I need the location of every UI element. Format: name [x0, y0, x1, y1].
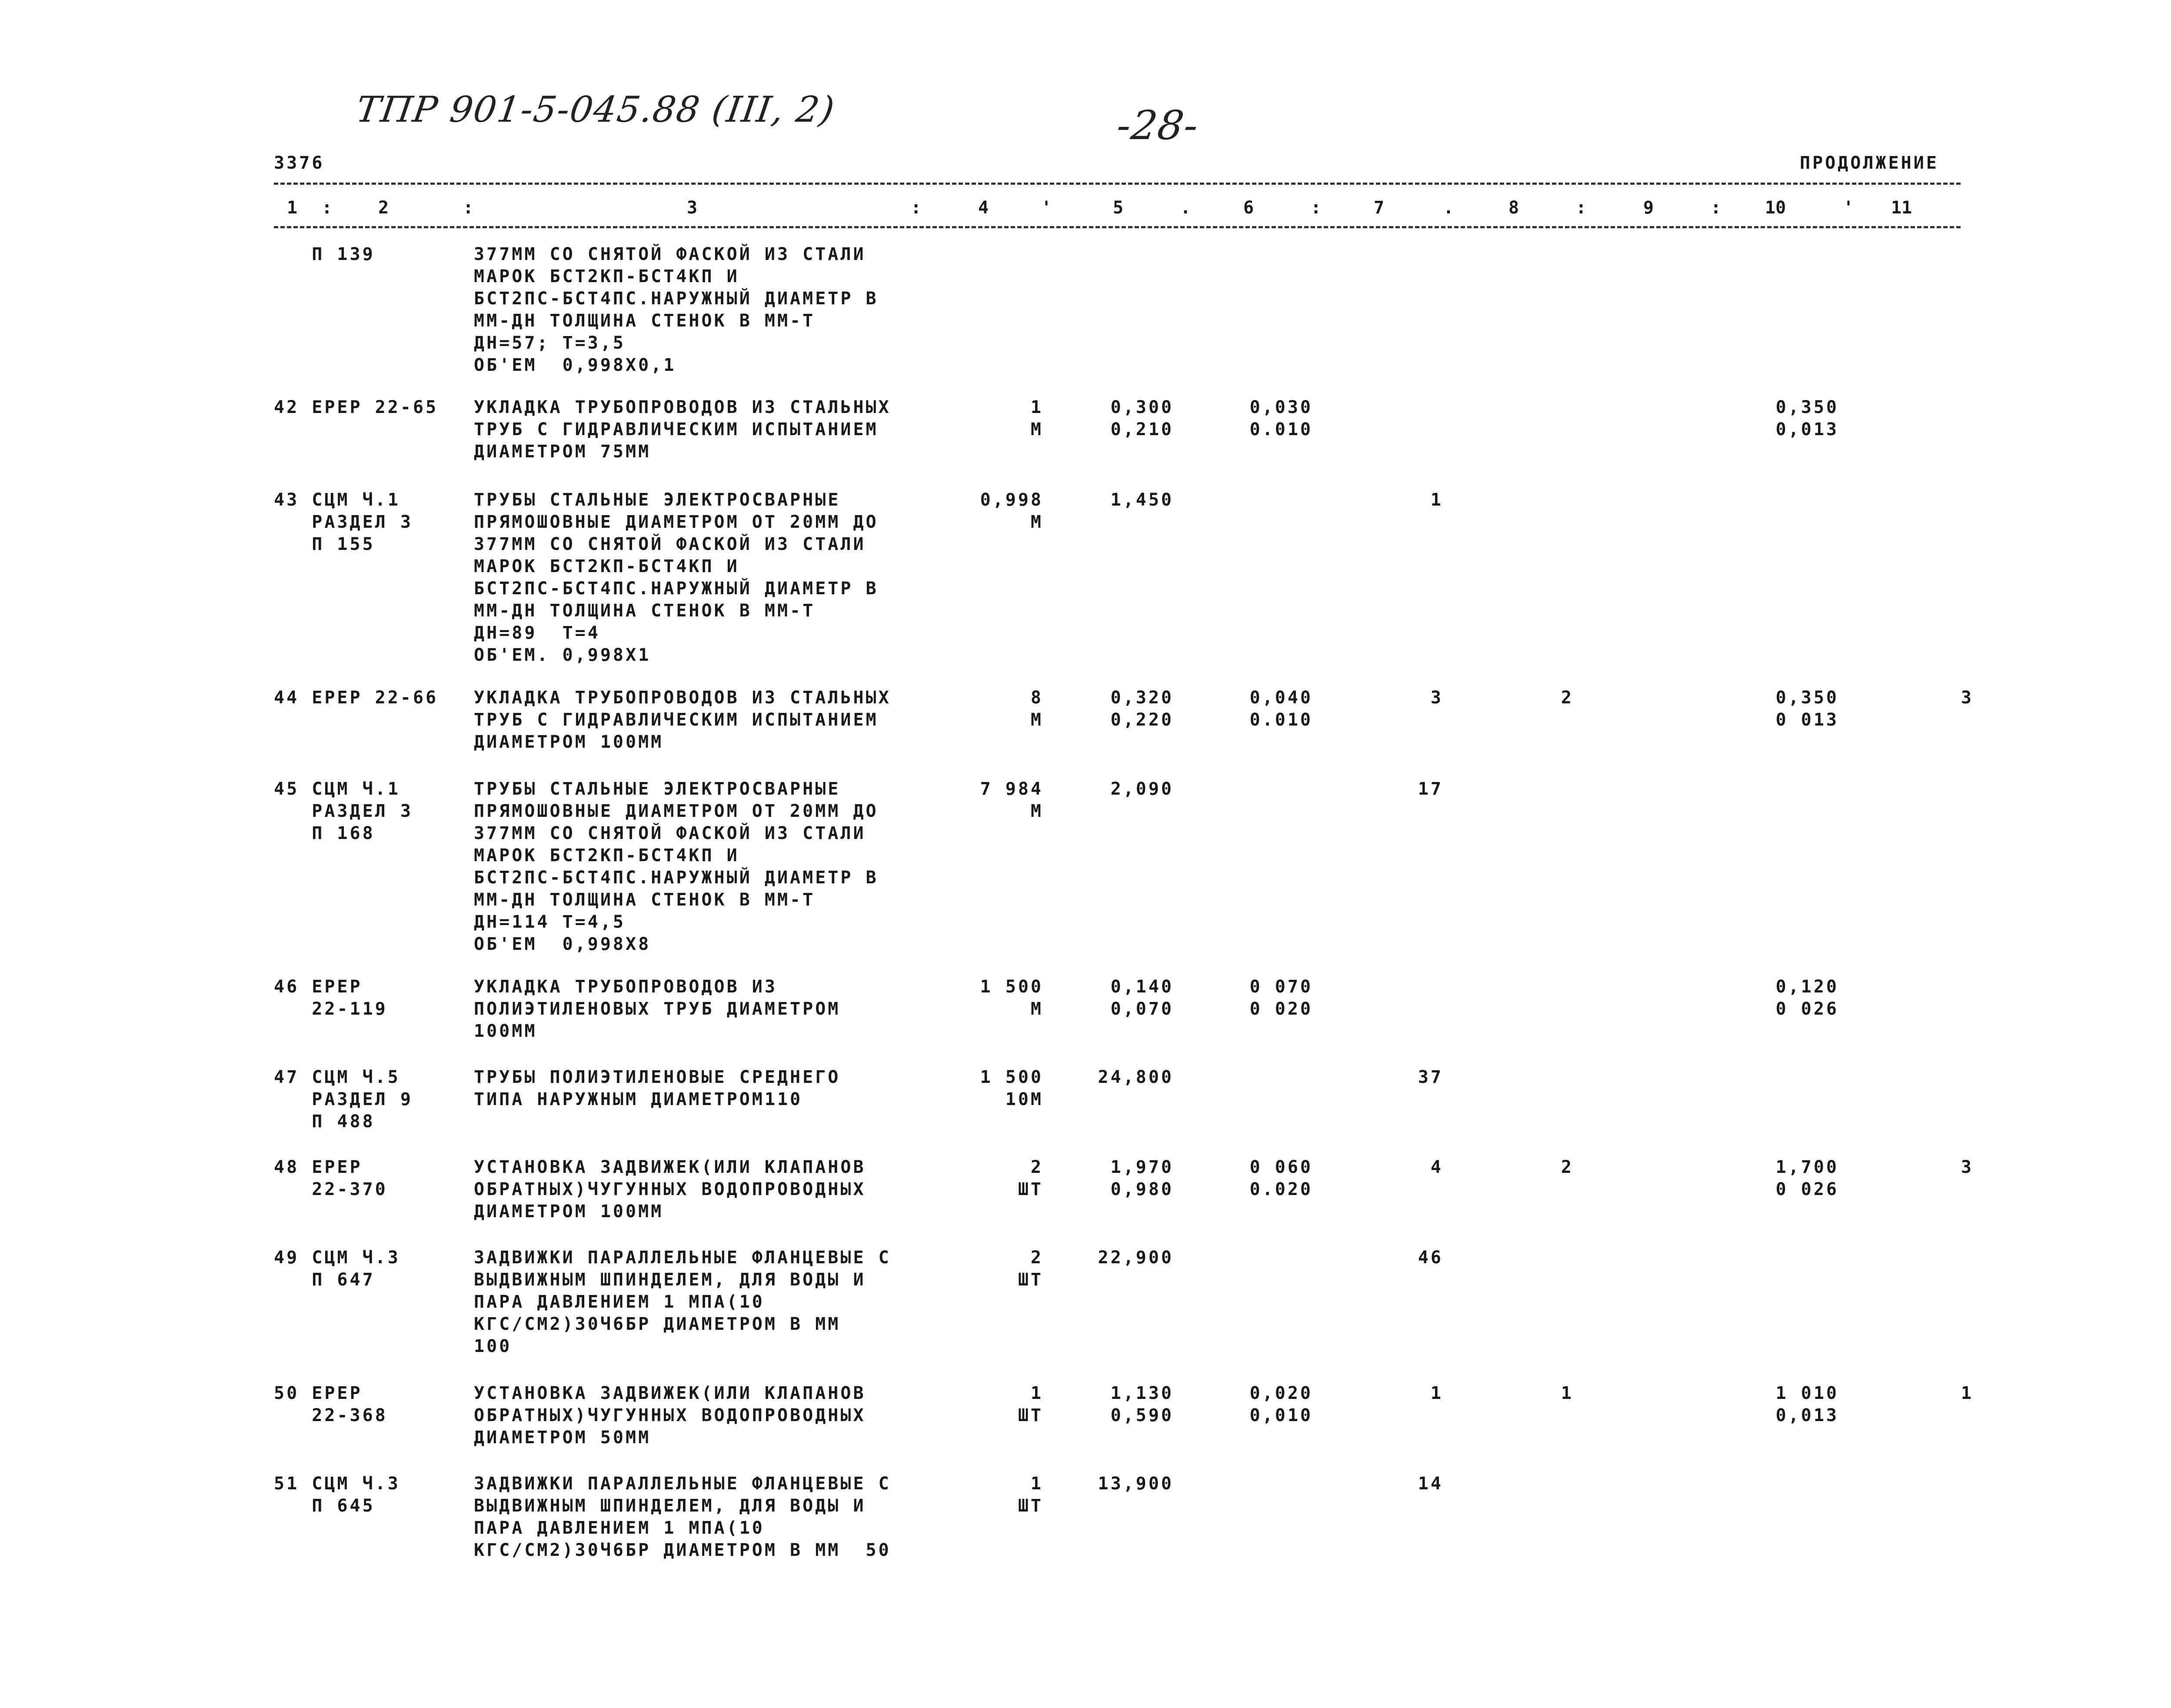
- row-col-7: 3: [1430, 688, 1443, 708]
- row-description: ТРУБЫ СТАЛЬНЫЕ ЭЛЕКТРОСВАРНЫЕ ПРЯМОШОВНЫЕ ДИАМЕТРОМ ОТ 20ММ ДО 377ММ СО СНЯТОЙ ФАСКОЙ ИЗ СТАЛИ МАРОК БСТ2КП-БСТ4КП И БСТ2ПС-БСТ4ПС.НАРУЖНЫЙ ДИАМЕТР В ММ-ДН ТОЛЩИНА СТЕНОК В ММ-Т ДН=114 Т=4,5 ОБ'ЕМ 0,998Х8: [474, 779, 879, 954]
- row-description: ТРУБЫ СТАЛЬНЫЕ ЭЛЕКТРОСВАРНЫЕ ПРЯМОШОВНЫЕ ДИАМЕТРОМ ОТ 20ММ ДО 377ММ СО СНЯТОЙ ФАСКОЙ ИЗ СТАЛИ МАРОК БСТ2КП-БСТ4КП И БСТ2ПС-БСТ4ПС.НАРУЖНЫЙ ДИАМЕТР В ММ-ДН ТОЛЩИНА СТЕНОК В ММ-Т ДН=89 Т=4 ОБ'ЕМ. 0,998Х1: [474, 490, 879, 665]
- header-separator: :: [1576, 198, 1587, 218]
- header-separator: :: [911, 198, 922, 218]
- header-separator: :: [322, 198, 333, 218]
- row-col-10: 0,350 0 013: [1775, 688, 1839, 730]
- row-description: ЗАДВИЖКИ ПАРАЛЛЕЛЬНЫЕ ФЛАНЦЕВЫЕ С ВЫДВИЖНЫМ ШПИНДЕЛЕМ, ДЛЯ ВОДЫ И ПАРА ДАВЛЕНИЕМ 1 МПА(10 КГС/СМ2)30Ч6БР ДИАМЕТРОМ В ММ 100: [474, 1248, 891, 1356]
- row-description: УКЛАДКА ТРУБОПРОВОДОВ ИЗ СТАЛЬНЫХ ТРУБ С ГИДРАВЛИЧЕСКИМ ИСПЫТАНИЕМ ДИАМЕТРОМ 75ММ: [474, 397, 891, 462]
- row-col-5: 1,970 0,980: [1110, 1157, 1174, 1199]
- header-separator: :: [463, 198, 474, 218]
- header-col-8: 8: [1508, 198, 1519, 218]
- row-col-7: 4: [1430, 1157, 1443, 1177]
- row-code: 51 СЦМ Ч.3 П 645: [274, 1474, 400, 1516]
- row-quantity: 2 ШТ: [1018, 1248, 1043, 1290]
- row-col-5: 0,300 0,210: [1110, 397, 1174, 439]
- row-quantity: 1 ШТ: [1018, 1383, 1043, 1425]
- row-quantity: 1 500 10М: [980, 1067, 1043, 1109]
- row-col-8: 2: [1561, 1157, 1574, 1177]
- row-quantity: 1 500 М: [980, 977, 1043, 1019]
- header-separator: .: [1180, 198, 1191, 218]
- page-number: -28-: [1114, 102, 1202, 149]
- row-quantity: 1 М: [1030, 397, 1043, 439]
- row-col-5: 13,900: [1098, 1474, 1174, 1494]
- row-col-7: 17: [1418, 779, 1443, 799]
- row-col-8: 2: [1561, 688, 1574, 708]
- row-code: 47 СЦМ Ч.5 РАЗДЕЛ 9 П 488: [274, 1067, 413, 1132]
- row-col-11: 1: [1961, 1383, 1974, 1403]
- row-code: 49 СЦМ Ч.3 П 647: [274, 1248, 400, 1290]
- header-separator: ': [1041, 198, 1052, 218]
- row-col-5: 22,900: [1098, 1248, 1174, 1268]
- row-col-6: 0,020 0,010: [1249, 1383, 1313, 1425]
- header-col-2: 2: [378, 198, 389, 218]
- continuation-label: ПРОДОЛЖЕНИЕ: [1800, 153, 1939, 173]
- sheet-number: 3376: [274, 153, 325, 173]
- row-col-7: 37: [1418, 1067, 1443, 1087]
- header-col-10: 10: [1765, 198, 1786, 218]
- row-col-11: 3: [1961, 688, 1974, 708]
- row-col-5: 1,450: [1110, 490, 1174, 510]
- row-code: П 139: [274, 244, 375, 264]
- row-code: 50 ЕРЕР 22-368: [274, 1383, 388, 1425]
- header-col-9: 9: [1643, 198, 1654, 218]
- header-separator: :: [1711, 198, 1721, 218]
- header-col-1: 1: [287, 198, 298, 218]
- row-quantity: 8 М: [1030, 688, 1043, 730]
- header-col-4: 4: [978, 198, 989, 218]
- row-col-6: 0 070 0 020: [1249, 977, 1313, 1019]
- row-description: УСТАНОВКА ЗАДВИЖЕК(ИЛИ КЛАПАНОВ ОБРАТНЫХ)ЧУГУННЫХ ВОДОПРОВОДНЫХ ДИАМЕТРОМ 50ММ: [474, 1383, 866, 1448]
- row-col-10: 1,700 0 026: [1775, 1157, 1839, 1199]
- row-description: УСТАНОВКА ЗАДВИЖЕК(ИЛИ КЛАПАНОВ ОБРАТНЫХ)ЧУГУННЫХ ВОДОПРОВОДНЫХ ДИАМЕТРОМ 100ММ: [474, 1157, 866, 1222]
- row-quantity: 1 ШТ: [1018, 1474, 1043, 1516]
- row-col-5: 0,320 0,220: [1110, 688, 1174, 730]
- row-col-7: 46: [1418, 1248, 1443, 1268]
- header-separator: ': [1843, 198, 1854, 218]
- row-col-10: 1 010 0,013: [1775, 1383, 1839, 1425]
- row-col-8: 1: [1561, 1383, 1574, 1403]
- row-quantity: 7 984 М: [980, 779, 1043, 821]
- row-code: 44 ЕРЕР 22-66: [274, 688, 439, 708]
- row-description: ТРУБЫ ПОЛИЭТИЛЕНОВЫЕ СРЕДНЕГО ТИПА НАРУЖНЫМ ДИАМЕТРОМ110: [474, 1067, 841, 1109]
- row-col-5: 0,140 0,070: [1110, 977, 1174, 1019]
- row-quantity: 2 ШТ: [1018, 1157, 1043, 1199]
- header-col-5: 5: [1113, 198, 1124, 218]
- row-col-5: 2,090: [1110, 779, 1174, 799]
- document-code: ТПР 901-5-045.88 (III, 2): [353, 89, 838, 130]
- row-description: УКЛАДКА ТРУБОПРОВОДОВ ИЗ СТАЛЬНЫХ ТРУБ С ГИДРАВЛИЧЕСКИМ ИСПЫТАНИЕМ ДИАМЕТРОМ 100ММ: [474, 688, 891, 752]
- row-code: 43 СЦМ Ч.1 РАЗДЕЛ 3 П 155: [274, 490, 413, 554]
- row-description: УКЛАДКА ТРУБОПРОВОДОВ ИЗ ПОЛИЭТИЛЕНОВЫХ ТРУБ ДИАМЕТРОМ 100ММ: [474, 977, 841, 1041]
- row-code: 48 ЕРЕР 22-370: [274, 1157, 388, 1199]
- header-separator: .: [1443, 198, 1454, 218]
- row-description: ЗАДВИЖКИ ПАРАЛЛЕЛЬНЫЕ ФЛАНЦЕВЫЕ С ВЫДВИЖНЫМ ШПИНДЕЛЕМ, ДЛЯ ВОДЫ И ПАРА ДАВЛЕНИЕМ 1 МПА(10 КГС/СМ2)30Ч6БР ДИАМЕТРОМ В ММ 50: [474, 1474, 891, 1560]
- row-col-6: 0 060 0.020: [1249, 1157, 1313, 1199]
- header-col-6: 6: [1243, 198, 1254, 218]
- header-col-7: 7: [1374, 198, 1385, 218]
- row-col-5: 1,130 0,590: [1110, 1383, 1174, 1425]
- row-col-10: 0,120 0 026: [1775, 977, 1839, 1019]
- row-col-5: 24,800: [1098, 1067, 1174, 1087]
- header-col-11: 11: [1891, 198, 1912, 218]
- row-code: 45 СЦМ Ч.1 РАЗДЕЛ 3 П 168: [274, 779, 413, 843]
- row-col-7: 14: [1418, 1474, 1443, 1494]
- header-separator: :: [1311, 198, 1322, 218]
- row-col-7: 1: [1430, 490, 1443, 510]
- row-description: 377ММ СО СНЯТОЙ ФАСКОЙ ИЗ СТАЛИ МАРОК БСТ2КП-БСТ4КП И БСТ2ПС-БСТ4ПС.НАРУЖНЫЙ ДИАМЕТР В ММ-ДН ТОЛЩИНА СТЕНОК В ММ-Т ДН=57; Т=3,5 ОБ'ЕМ 0,998Х0,1: [474, 244, 879, 375]
- row-code: 42 ЕРЕР 22-65: [274, 397, 439, 417]
- row-col-11: 3: [1961, 1157, 1974, 1177]
- row-quantity: 0,998 М: [980, 490, 1043, 532]
- row-col-6: 0,030 0.010: [1249, 397, 1313, 439]
- row-col-6: 0,040 0.010: [1249, 688, 1313, 730]
- row-col-10: 0,350 0,013: [1775, 397, 1839, 439]
- header-col-3: 3: [687, 198, 698, 218]
- row-code: 46 ЕРЕР 22-119: [274, 977, 388, 1019]
- row-col-7: 1: [1430, 1383, 1443, 1403]
